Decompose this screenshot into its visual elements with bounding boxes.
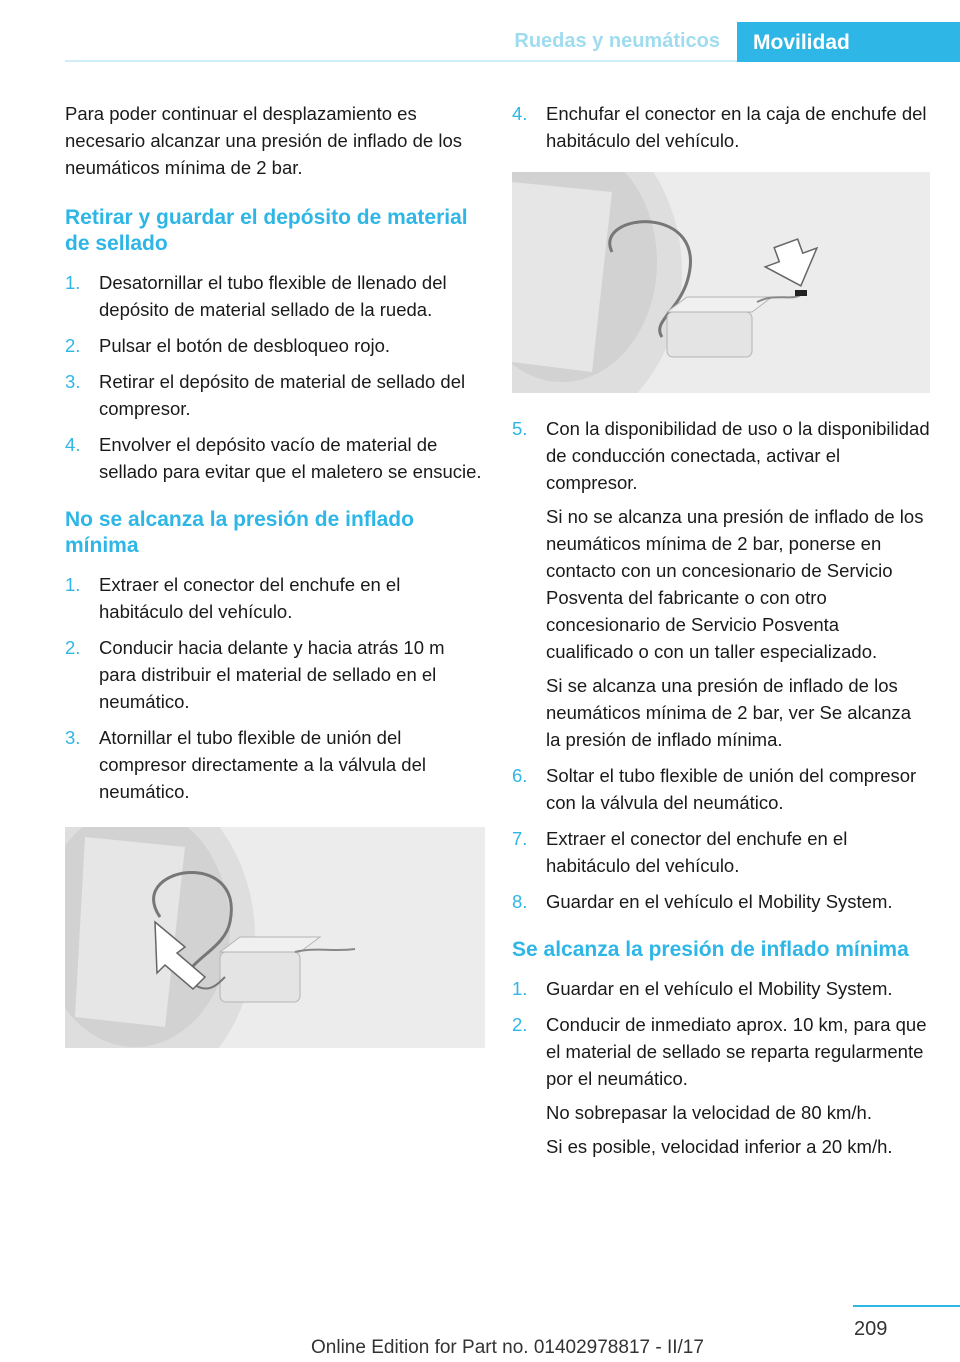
step-note: Si no se alcanza una presión de inflado de los neumáticos mínima de 2 bar, ponerse en contacto con un concesionario de Servicio Posventa del fabricante o con otro concesionario de Servicio Posventa cualificado o con un taller especializado. <box>546 506 924 662</box>
step-item: 2. Conducir hacia delante y hacia atrás 10 m para distribuir el material de sellado en el neumático. <box>65 637 445 712</box>
page-number: 209 <box>854 1318 888 1340</box>
step-note: No sobrepasar la velocidad de 80 km/h. <box>546 1102 872 1123</box>
step-item: 1. Extraer el conector del enchufe en el habitáculo del vehículo. <box>65 574 401 622</box>
section-heading: Retirar y guardar el depósito de material de sellado <box>65 206 468 255</box>
footer-rule <box>853 1305 960 1307</box>
step-item: 4. Envolver el depósito vacío de material de sellado para evitar que el maletero se ensucie. <box>65 434 482 482</box>
step-item: 7. Extraer el conector del enchufe en el habitáculo del vehículo. <box>512 828 848 876</box>
section-heading: No se alcanza la presión de inflado mínima <box>65 508 414 557</box>
step-item: 4. Enchufar el conector en la caja de enchufe del habitáculo del vehículo. <box>512 103 927 151</box>
header-section-title: Ruedas y neumáticos <box>514 30 720 52</box>
step-item: 2. Pulsar el botón de desbloqueo rojo. <box>65 335 391 356</box>
step-item: 3. Retirar el depósito de material de sellado del compresor. <box>65 371 466 419</box>
left-column <box>65 100 485 1070</box>
step-item: 5. Con la disponibilidad de uso o la disponibilidad de conducción conectada, activar el compresor. Si no se alcanza una presión de inflado de los neumáticos mínima de 2 bar, ponerse en contacto con un concesionario de Servicio Posventa del fabricante o con otro concesionario de Servicio Posventa cualificado o con un taller especializado. Si se alcanza una presión de inflado de los neumáticos mínima de 2 bar, ver Se alcanza la presión de inflado mínima. <box>512 415 930 753</box>
right-column <box>512 100 930 1182</box>
step-item: 6. Soltar el tubo flexible de unión del compresor con la válvula del neumático. <box>512 765 917 813</box>
socket-plug-illustration <box>512 172 930 393</box>
footer-edition: Online Edition for Part no. 01402978817 - II/17 <box>311 1337 704 1358</box>
step-note: Si es posible, velocidad inferior a 20 km/h. <box>546 1136 893 1157</box>
step-list <box>512 975 930 1160</box>
step-list <box>65 571 485 805</box>
step-note: Si se alcanza una presión de inflado de los neumáticos mínima de 2 bar, ver Se alcanza la presión de inflado mínima. <box>546 675 912 750</box>
step-item: 2. Conducir de inmediato aprox. 10 km, para que el material de sellado se reparta regularmente por el neumático. No sobrepasar la velocidad de 80 km/h. Si es posible, velocidad inferior a 20 km/h. <box>512 1011 930 1160</box>
compressor-valve-illustration <box>65 827 485 1048</box>
intro-paragraph: Para poder continuar el desplazamiento es necesario alcanzar una presión de inflado de los neumáticos mínima de 2 bar. <box>65 103 462 178</box>
step-item: 3. Atornillar el tubo flexible de unión del compresor directamente a la válvula del neumático. <box>65 727 426 802</box>
section-heading: Se alcanza la presión de inflado mínima <box>512 938 909 961</box>
step-list <box>65 269 485 485</box>
step-list <box>512 100 930 154</box>
header-chapter-tab: Movilidad <box>737 22 960 62</box>
step-item: 8. Guardar en el vehículo el Mobility System. <box>512 891 893 912</box>
step-item: 1. Desatornillar el tubo flexible de llenado del depósito de material sellado de la rueda. <box>65 272 447 320</box>
step-item: 1. Guardar en el vehículo el Mobility System. <box>512 978 893 999</box>
step-list <box>512 415 930 915</box>
